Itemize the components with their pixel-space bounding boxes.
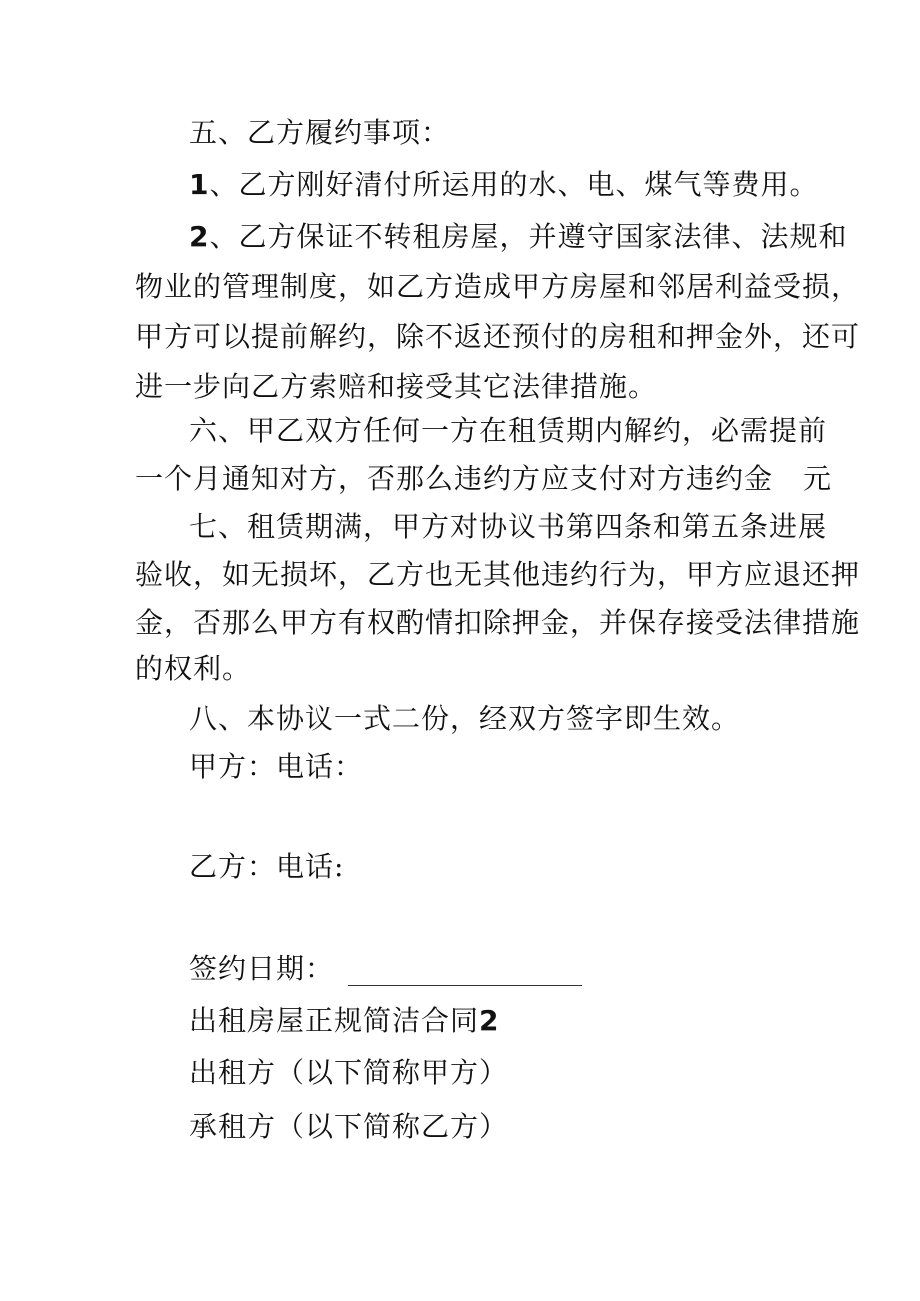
sign-date-blank: [348, 959, 582, 986]
lessee-line: 承租方（以下简称乙方）: [189, 1110, 509, 1143]
item-1-number: 1: [189, 168, 210, 201]
sign-date-row: [189, 952, 582, 986]
section-5-title: [189, 116, 450, 150]
contract-2-title-text: 出租房屋正规简洁合同: [189, 1004, 480, 1037]
section-7-line-2: 验收，如无损坏，乙方也无其他违约行为，甲方应退还押: [135, 558, 861, 591]
section-5-title-text: 五、乙方履约事项：: [189, 116, 451, 149]
party-b-phone: 乙方：电话:: [189, 850, 345, 883]
section-6-line-2-text: 一个月通知对方，否那么违约方应支付对方违约金: [135, 462, 774, 495]
item-1-text: 、乙方刚好清付所运用的水、电、煤气等费用。: [209, 168, 819, 201]
section-8-line: 八、本协议一式二份，经双方签字即生效。: [189, 702, 741, 735]
contract-2-title-number: 2: [479, 1004, 500, 1037]
sign-date-label: 签约日期：: [189, 952, 335, 985]
section-5-item-2-line-1: [189, 220, 848, 254]
section-7-line-4: 的权利。: [135, 652, 252, 685]
item-2-number: 2: [189, 220, 210, 253]
lessor-line: 出租方（以下简称甲方）: [189, 1056, 509, 1089]
contract-2-title: [189, 1004, 500, 1038]
section-5-item-2-line-3: 甲方可以提前解约，除不返还预付的房租和押金外，还可: [135, 320, 861, 353]
section-5-item-2-line-2: 物业的管理制度，如乙方造成甲方房屋和邻居利益受损，: [135, 270, 861, 303]
section-6-line-2: [135, 462, 832, 496]
section-6-line-1: 六、甲乙双方任何一方在租赁期内解约，必需提前: [189, 414, 828, 447]
item-2-text-1: 、乙方保证不转租房屋，并遵守国家法律、法规和: [209, 220, 848, 253]
section-7-line-1: 七、租赁期满，甲方对协议书第四条和第五条进展: [189, 510, 828, 543]
penalty-unit: 元: [803, 462, 833, 495]
party-a-phone: 甲方：电话：: [189, 750, 364, 783]
section-5-item-1: [189, 168, 819, 202]
section-7-line-3: 金，否那么甲方有权酌情扣除押金，并保存接受法律措施: [135, 606, 861, 639]
section-5-item-2-line-4: 进一步向乙方索赔和接受其它法律措施。: [135, 370, 658, 403]
